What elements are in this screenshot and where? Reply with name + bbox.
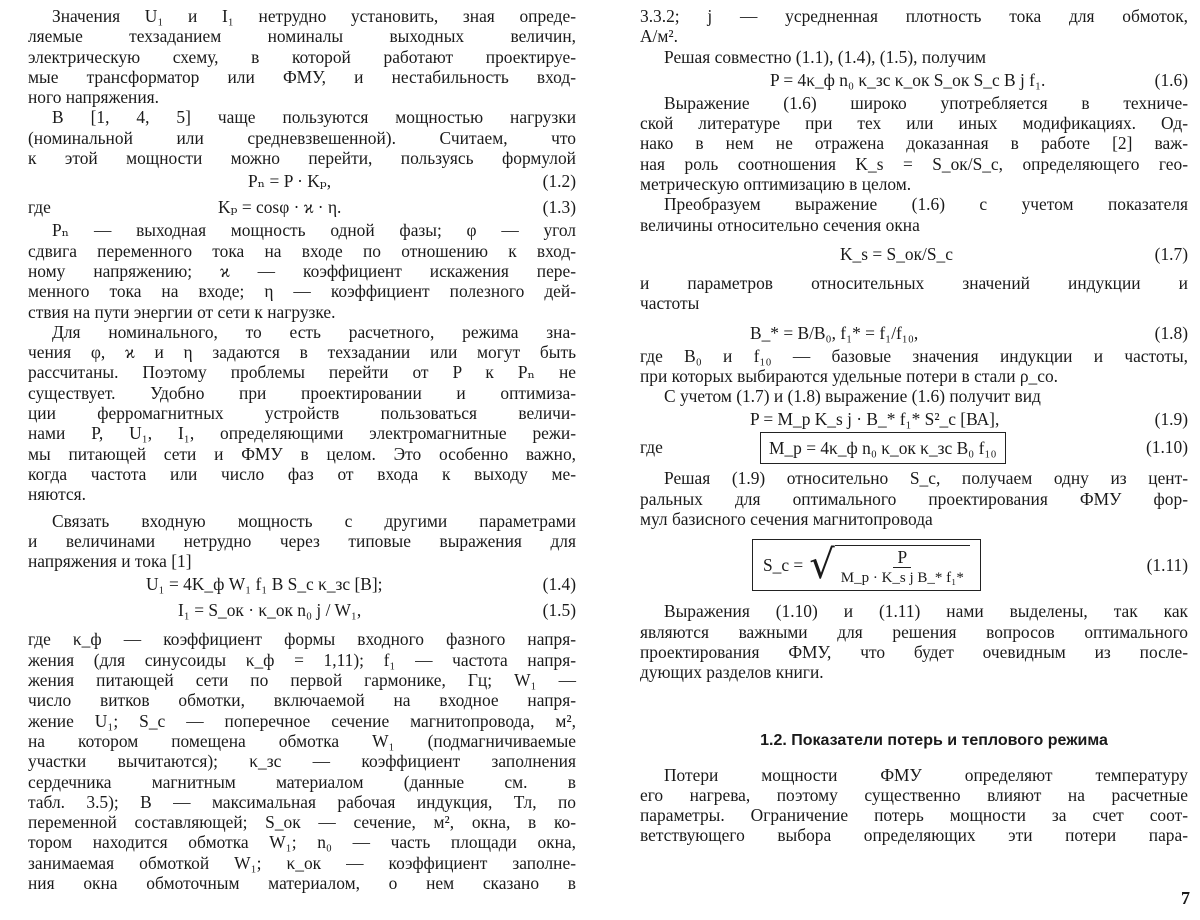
- equation-1-10: [640, 432, 1188, 462]
- equation-1-6: [640, 67, 1188, 93]
- fraction-numerator: P: [893, 547, 911, 568]
- text-line: няются.: [28, 484, 576, 504]
- text-line: чения φ, ϰ и η задаются в техзадании или могут быть: [28, 342, 576, 362]
- right-column: [640, 6, 1188, 846]
- text-line: число витков обмотки, включаемой на входное напря-: [28, 690, 576, 710]
- fraction: [835, 545, 970, 588]
- equation-number: (1.5): [543, 597, 576, 623]
- text-line: жения (для синусоиды κ_ф = 1,11); f₁ — частота напря-: [28, 650, 576, 670]
- paragraph: [640, 386, 1188, 406]
- text-line: тором находится обмотка W₁; n₀ — часть площади окна,: [28, 832, 576, 852]
- text-line: сердечника магнитным материалом (данные см. в: [28, 772, 576, 792]
- text-line: мул базисного сечения магнитопровода: [640, 509, 1188, 529]
- formula-lhs: S_c =: [763, 555, 803, 576]
- text-line: Решая (1.9) относительно S_c, получаем одну из цент-: [640, 468, 1188, 488]
- text-line: жение U₁; S_c — поперечное сечение магнитопровода, м²,: [28, 711, 576, 731]
- text-line: проектирования ФМУ, что будет очевидным из после-: [640, 642, 1188, 662]
- text-line: Для номинального, то есть расчетного, режима зна-: [28, 322, 576, 342]
- equation-1-9: [640, 406, 1188, 432]
- text-line: ная роль соотношения K_s = S_ок/S_c, определяющего гео-: [640, 154, 1188, 174]
- equation-number: (1.2): [543, 168, 576, 194]
- equation-formula: B_* = B/B₀, f₁* = f₁/f₁₀,: [750, 320, 918, 346]
- text-line: жения питающей сети по первой гармонике, Гц; W₁ —: [28, 670, 576, 690]
- text-line: мы питающей сети и ФМУ в целом. Это особенно важно,: [28, 444, 576, 464]
- text-line: занимаемая обмоткой W₁; κ_ок — коэффициент заполне-: [28, 853, 576, 873]
- text-line: при которых выбираются удельные потери в стали ρ_со.: [640, 366, 1188, 386]
- equation-formula: Kₚ = cosφ · ϰ · η.: [218, 194, 341, 220]
- section-heading: 1.2. Показатели потерь и теплового режима: [640, 731, 1188, 751]
- equation-formula: P = 4κ_ф n₀ κ_зс κ_ок S_ок S_c B j f₁.: [770, 67, 1045, 93]
- paragraph: [640, 765, 1188, 846]
- text-line: Pₙ — выходная мощность одной фазы; φ — угол: [28, 220, 576, 240]
- paragraph: [640, 601, 1188, 682]
- text-line: переменной составляющей; S_ок — сечение, м², окна, в ко-: [28, 812, 576, 832]
- equation-number: (1.6): [1155, 67, 1188, 93]
- paragraph: [28, 220, 576, 321]
- text-line: параметры. Ограничение потерь мощности за счет соот-: [640, 805, 1188, 825]
- text-line: являются важными для решения вопросов оптимального: [640, 622, 1188, 642]
- paragraph: [640, 273, 1188, 314]
- equation-1-5: [28, 597, 576, 623]
- sqrt-sign: √: [809, 545, 835, 585]
- boxed-formula: [752, 539, 981, 591]
- text-line: ральных для оптимального проектирования ФМУ фор-: [640, 489, 1188, 509]
- where-label: где: [640, 432, 663, 462]
- text-line: ветствующего выбора определяющих эти потери пара-: [640, 825, 1188, 845]
- text-line: Связать входную мощность с другими параметрами: [28, 511, 576, 531]
- text-line: величины относительно сечения окна: [640, 215, 1188, 235]
- text-line: где κ_ф — коэффициент формы входного фазного напря-: [28, 629, 576, 649]
- text-line: ляемые техзаданием номиналы выходных величин,: [28, 26, 576, 46]
- text-line: частоты: [640, 293, 1188, 313]
- equation-1-3: [28, 194, 576, 220]
- paragraph: [28, 511, 576, 572]
- text-line: Выражения (1.10) и (1.11) нами выделены, так как: [640, 601, 1188, 621]
- equation-formula: Pₙ = P · Kₚ,: [248, 168, 331, 194]
- fraction-denominator: M_p · K_s j B_* f₁*: [841, 568, 964, 588]
- text-line: табл. 3.5); B — максимальная рабочая индукция, Тл, по: [28, 792, 576, 812]
- text-line: Решая совместно (1.1), (1.4), (1.5), получим: [640, 47, 1188, 67]
- text-line: менного тока на входе; η — коэффициент полезного дей-: [28, 281, 576, 301]
- paragraph: [640, 47, 1188, 67]
- text-line: участки вычитаются); κ_зс — коэффициент заполнения: [28, 751, 576, 771]
- equation-number: (1.7): [1155, 241, 1188, 267]
- paragraph: [28, 6, 576, 107]
- paragraph: [28, 322, 576, 505]
- text-line: напряжения и тока [1]: [28, 551, 576, 571]
- text-line: метрическую оптимизацию в целом.: [640, 174, 1188, 194]
- text-line: и параметров относительных значений индукции и: [640, 273, 1188, 293]
- equation-number: (1.8): [1155, 320, 1188, 346]
- text-line: ствия на пути энергии от сети к нагрузке.: [28, 302, 576, 322]
- equation-formula: P = M_p K_s j · B_* f₁* S²_c [ВА],: [750, 406, 999, 432]
- equation-1-7: [640, 241, 1188, 267]
- text-line: к этой мощности можно перейти, пользуясь формулой: [28, 148, 576, 168]
- text-line: 3.3.2; j — усредненная плотность тока для обмоток,: [640, 6, 1188, 26]
- paragraph: [640, 346, 1188, 387]
- equation-formula: U₁ = 4K_ф W₁ f₁ B S_c κ_зс [В];: [146, 571, 383, 597]
- equation-1-11: [640, 535, 1188, 595]
- text-line: ской литературе при тех или иных модификациях. Од-: [640, 113, 1188, 133]
- text-line: когда частота или число фаз от входа к выходу ме-: [28, 464, 576, 484]
- paragraph: [640, 468, 1188, 529]
- equation-number: (1.4): [543, 571, 576, 597]
- text-line: С учетом (1.7) и (1.8) выражение (1.6) получит вид: [640, 386, 1188, 406]
- text-line: и величинами нетрудно через типовые выражения для: [28, 531, 576, 551]
- text-line: Значения U₁ и I₁ нетрудно установить, зная опреде-: [28, 6, 576, 26]
- text-line: Выражение (1.6) широко употребляется в техниче-: [640, 93, 1188, 113]
- text-line: ния окна обмоточным материалом, о нем сказано в: [28, 873, 576, 893]
- text-line: электрическую схему, в которой работают проектируе-: [28, 47, 576, 67]
- text-line: существует. Удобно при проектировании и оптимиза-: [28, 383, 576, 403]
- text-line: нако в нем не отражена доказанная в работе [2] важ-: [640, 133, 1188, 153]
- equation-1-4: [28, 571, 576, 597]
- equation-number: (1.11): [1147, 555, 1188, 576]
- text-line: А/м².: [640, 26, 1188, 46]
- text-line: на котором помещена обмотка W₁ (подмагничиваемые: [28, 731, 576, 751]
- paragraph: [640, 6, 1188, 47]
- text-line: его нагрева, поэтому существенно влияют на расчетные: [640, 785, 1188, 805]
- text-line: ному напряжению; ϰ — коэффициент искажения пере-: [28, 261, 576, 281]
- page-number: 7: [1181, 888, 1190, 909]
- equation-number: (1.9): [1155, 406, 1188, 432]
- text-line: дующих разделов книги.: [640, 662, 1188, 682]
- text-line: мые трансформатор или ФМУ, и нестабильность вход-: [28, 67, 576, 87]
- equation-formula: K_s = S_ок/S_c: [840, 241, 953, 267]
- text-line: сдвига переменного тока на входе по отношению к вход-: [28, 241, 576, 261]
- text-line: ции ферромагнитных устройств пользоваться величи-: [28, 403, 576, 423]
- left-column: [28, 6, 576, 893]
- paragraph: [640, 194, 1188, 235]
- text-line: В [1, 4, 5] чаще пользуются мощностью нагрузки: [28, 107, 576, 127]
- equation-1-2: [28, 168, 576, 194]
- equation-formula: I₁ = S_ок · κ_ок n₀ j / W₁,: [178, 597, 361, 623]
- text-line: нами P, U₁, I₁, определяющими электромагнитные режи-: [28, 423, 576, 443]
- equation-number: (1.10): [1146, 432, 1188, 462]
- text-line: Потери мощности ФМУ определяют температуру: [640, 765, 1188, 785]
- text-line: (номинальной или средневзвешенной). Считаем, что: [28, 128, 576, 148]
- text-line: ного напряжения.: [28, 87, 576, 107]
- paragraph: [28, 107, 576, 168]
- boxed-formula: M_p = 4κ_ф n₀ κ_ок κ_зс B₀ f₁₀: [760, 432, 1006, 464]
- text-line: Преобразуем выражение (1.6) с учетом показателя: [640, 194, 1188, 214]
- text-line: где B₀ и f₁₀ — базовые значения индукции и частоты,: [640, 346, 1188, 366]
- where-label: где: [28, 194, 51, 220]
- text-line: рассчитаны. Поэтому проблемы перейти от P к Pₙ не: [28, 362, 576, 382]
- equation-number: (1.3): [543, 194, 576, 220]
- paragraph: [28, 629, 576, 893]
- book-page-spread: [0, 0, 1200, 920]
- paragraph: [640, 93, 1188, 194]
- equation-1-8: [640, 320, 1188, 346]
